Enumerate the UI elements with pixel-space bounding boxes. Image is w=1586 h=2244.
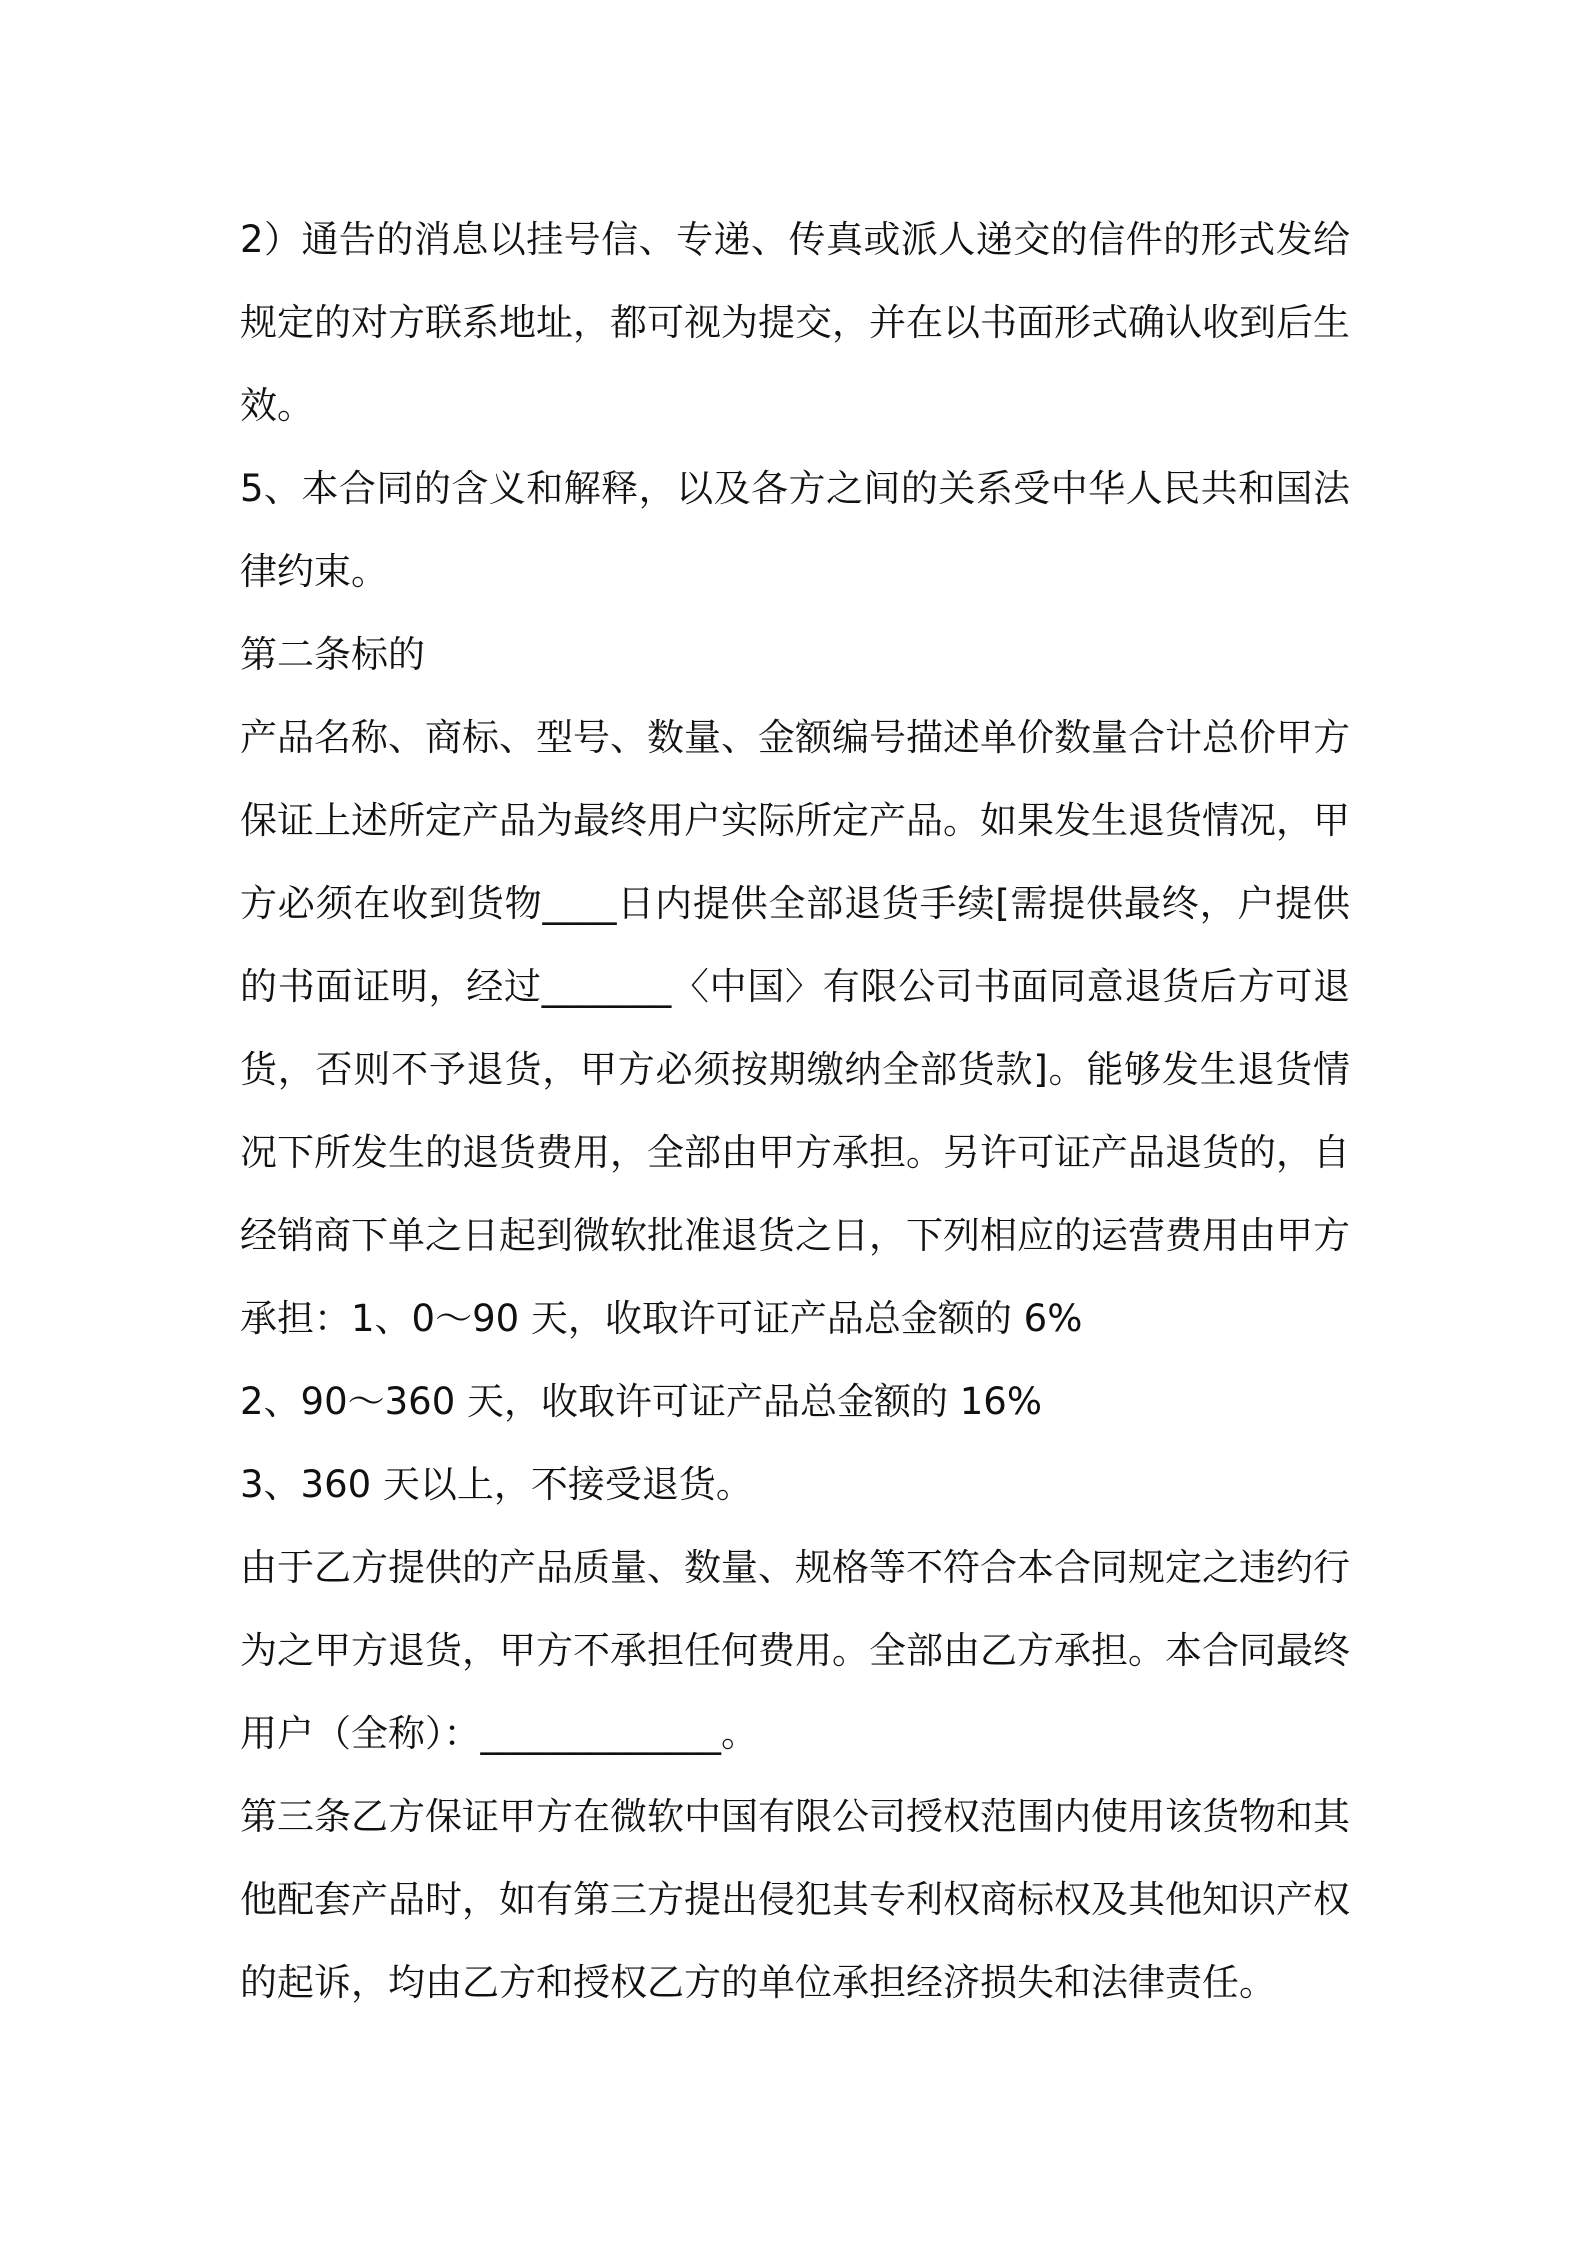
paragraph-quality-return: 由于乙方提供的产品质量、数量、规格等不符合本合同规定之违约行为之甲方退货，甲方不承担任何费用。全部由乙方承担。本合同最终用户（全称）：_____________。	[240, 1546, 1350, 1755]
paragraph-subject-matter: 产品名称、商标、型号、数量、金额编号描述单价数量合计总价甲方保证上述所定产品为最终用户实际所定产品。如果发生退货情况，甲方必须在收到货物____日内提供全部退货手续[需提供最终，户提供的书面证明，经过_______〈中国〉有限公司书面同意退货后方可退货，否则不予退货，甲方必须按期缴纳全部货款]。能够发生退货情况下所发生的退货费用，全部由甲方承担。另许可证产品退货的，自经销商下单之日起到微软批准退货之日，下列相应的运营费用由甲方承担：1、0～90 天，收取许可证产品总金额的 6%	[240, 716, 1350, 1340]
paragraph-governing-law: 5、本合同的含义和解释，以及各方之间的关系受中华人民共和国法律约束。	[240, 467, 1350, 593]
paragraph-notice-delivery: 2）通告的消息以挂号信、专递、传真或派人递交的信件的形式发给规定的对方联系地址，都可视为提交，并在以书面形式确认收到后生效。	[240, 218, 1350, 427]
document-body	[240, 198, 1350, 2024]
section-heading-article-2: 第二条标的	[240, 633, 425, 676]
paragraph-return-fee-2: 2、90～360 天，收取许可证产品总金额的 16%	[240, 1380, 1043, 1423]
paragraph-article-3-warranty: 第三条乙方保证甲方在微软中国有限公司授权范围内使用该货物和其他配套产品时，如有第三方提出侵犯其专利权商标权及其他知识产权的起诉，均由乙方和授权乙方的单位承担经济损失和法律责任。	[240, 1795, 1350, 2004]
paragraph-return-fee-3: 3、360 天以上，不接受退货。	[240, 1463, 753, 1506]
